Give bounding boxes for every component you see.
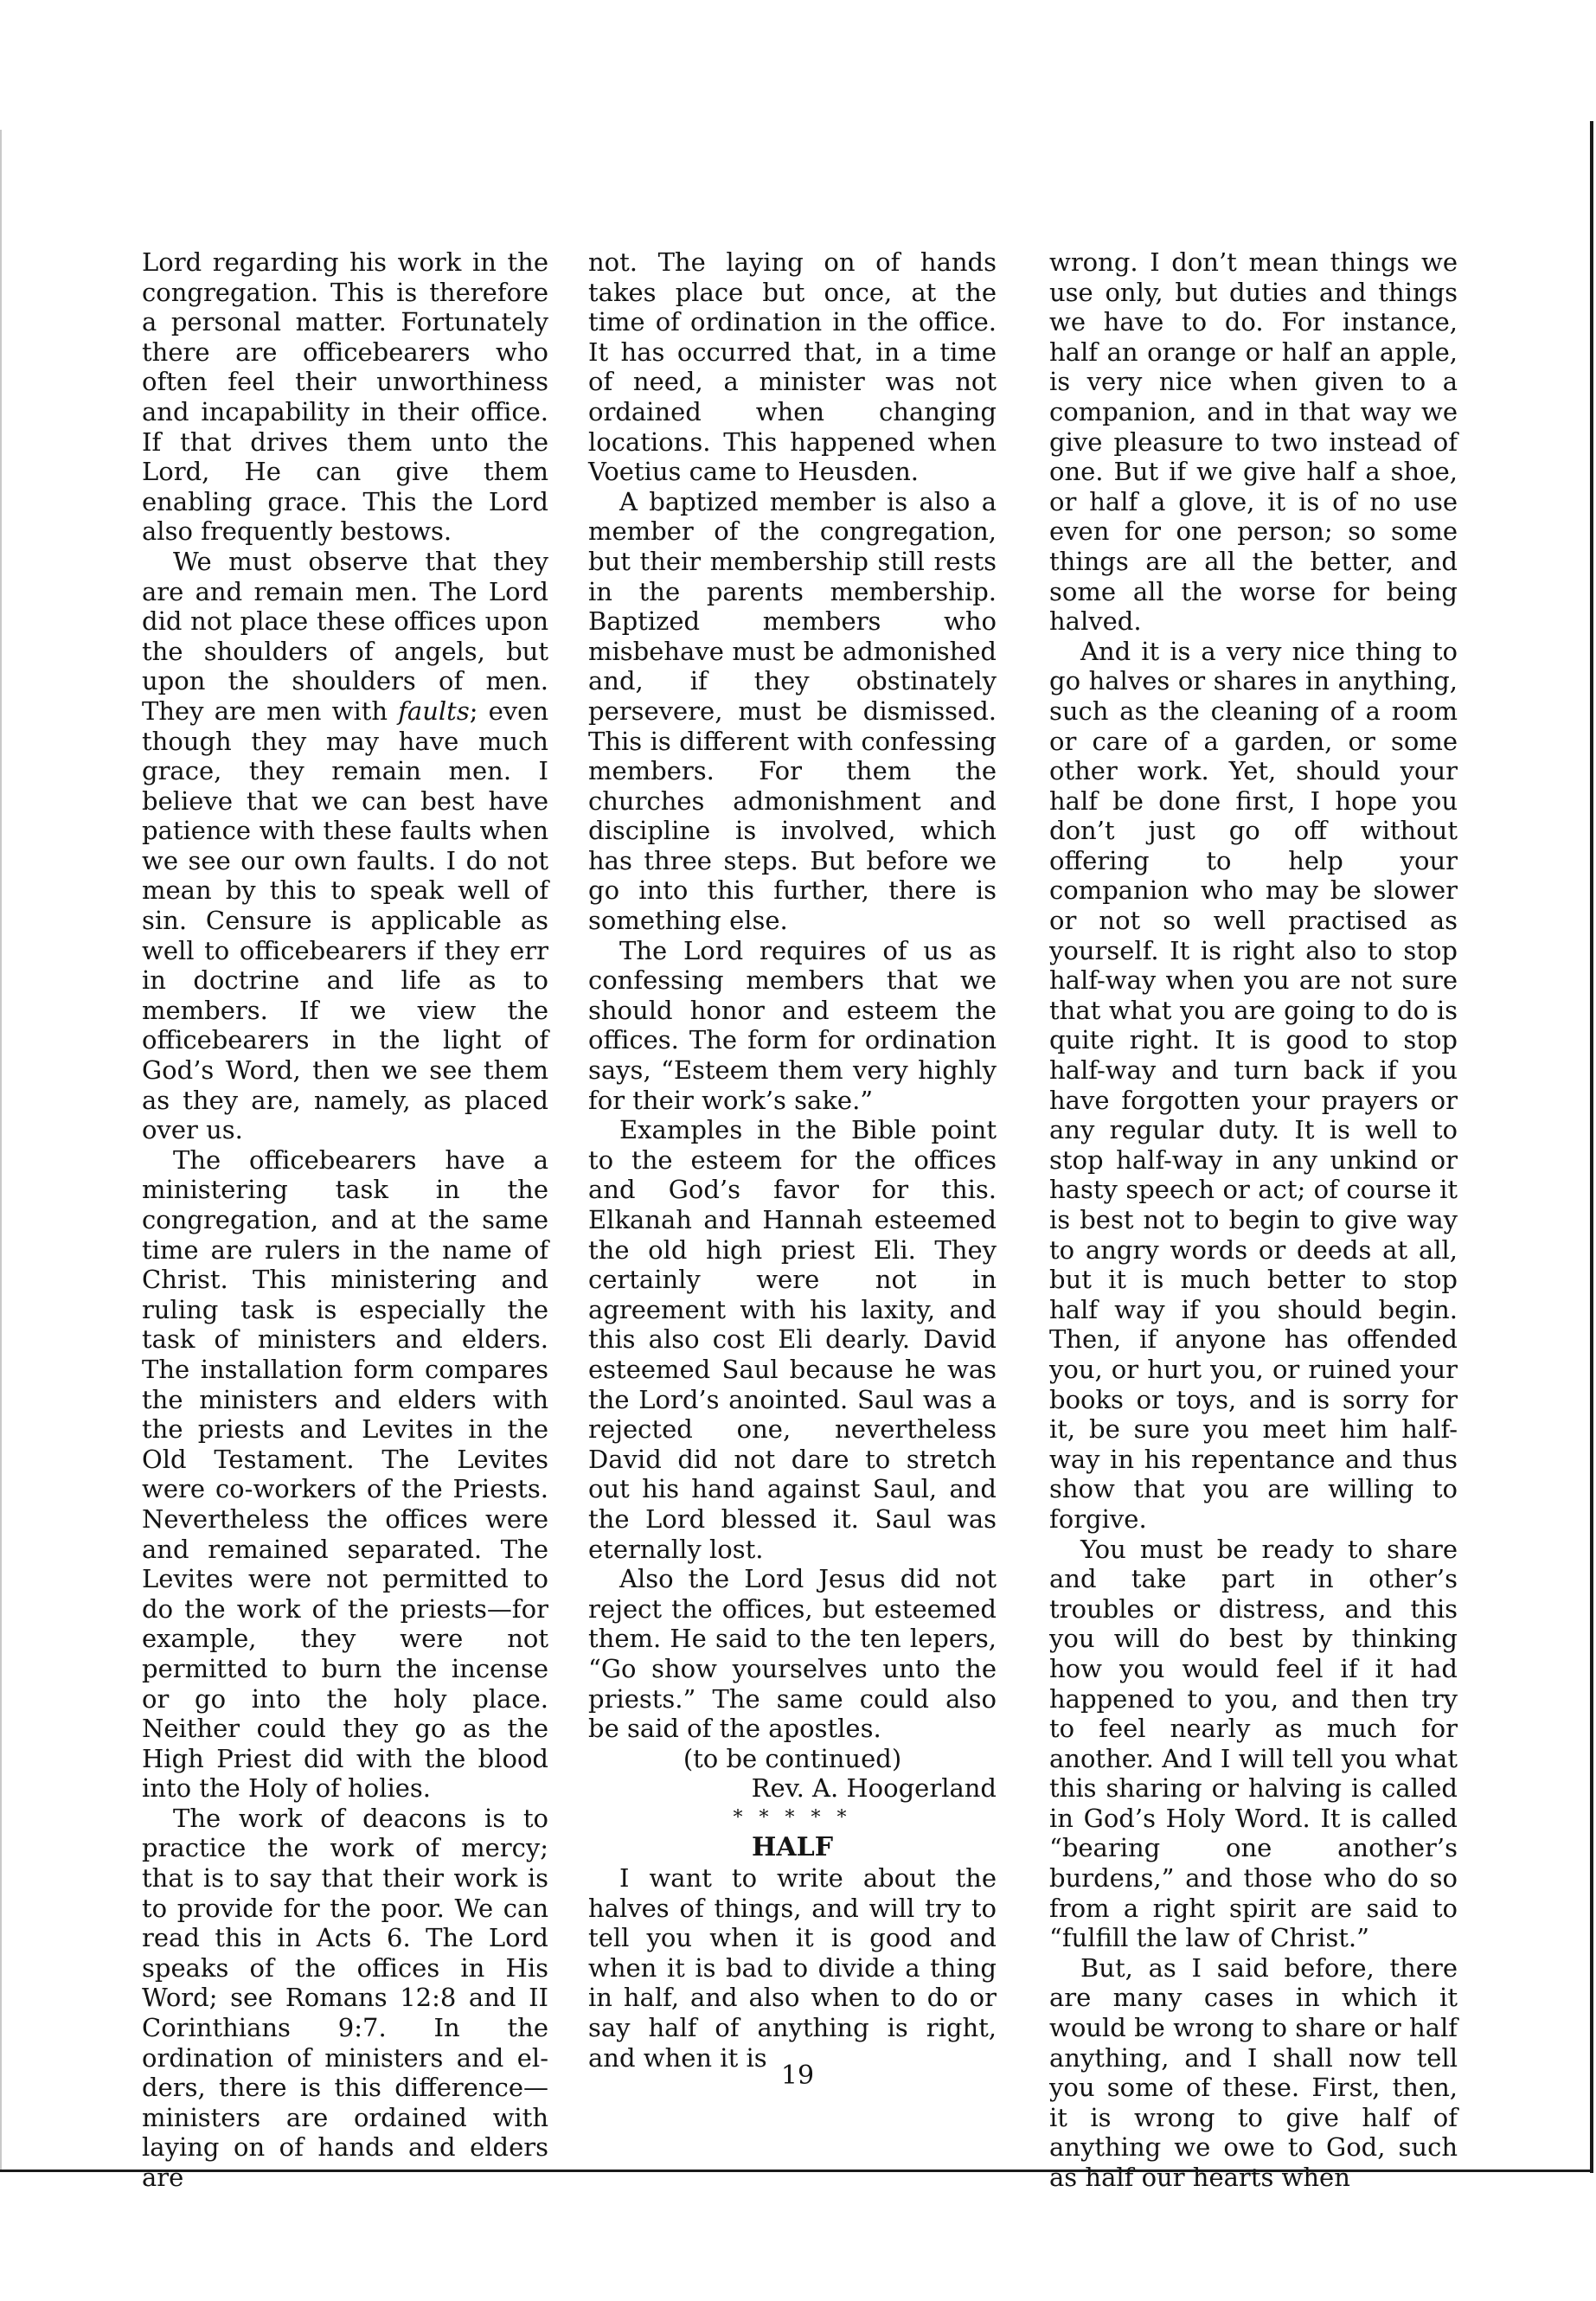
paragraph: I want to write about the halves of things, and will try to tell you when it is good and when it is bad to divide a thing in half, and also when to do or say half of anything is right, and when it is (588, 1863, 997, 2073)
continued-note: (to be continued) (683, 1743, 902, 1773)
paragraph: And it is a very nice thing to go halves or shares in anything, such as the cleaning of a room or care of a garden, or some other work. Yet, should your half be done first, I hope you don’t just go off without offering to help your companion who may be slower or not so well practised as yourself. It is right also to stop half-way when you are not sure that what you are going to do is quite right. It is good to stop half-way and turn back if you have forgotten your prayers or any regular duty. It is well to stop half-way in any unkind or hasty speech or act; of course it is best not to begin to give way to angry words or deeds at all, but it is much better to stop half way if you should begin. Then, if anyone has offended you, or hurt you, or ruined your books or toys, and is sorry for it, be sure you meet him half-way in his repentance and thus show that you are willing to forgive. (1049, 636, 1458, 1534)
paragraph: The work of deacons is to practice the work of mercy; that is to say that their work is to provide for the poor. We can read this in Acts 6. The Lord speaks of the offices in His Word; see Romans 12:8 and II Corinthians 9:7. In the ordination of ministers and elders, there is this difference— ministers are ordained with laying on of hands and elders are (142, 1803, 548, 2192)
paragraph: wrong. I don’t mean things we use only, but duties and things we have to do. For instance, half an orange or half an apple, is very nice when given to a companion, and in that way we give pleasure to two instead of one. But if we give half a shoe, or half a glove, it is of no use even for one person; so some things are all the better, and some all the worse for being halved. (1049, 247, 1458, 637)
paragraph: The officebearers have a ministering task in the congregation, and at the same time are rulers in the name of Christ. This ministering and ruling task is especially the task of ministers and elders. The installation form compares the ministers and elders with the priests and Levites in the Old Testament. The Levites were co-workers of the Priests. Nevertheless the offices were and remained separated. The Levites were not permitted to do the work of the priests—for example, they were not permitted to burn the incense or go into the holy place. Neither could they go as the High Priest did with the blood into the Holy of holies. (142, 1144, 548, 1804)
section-separator: * * * * * (733, 1806, 852, 1829)
paragraph-text: ; even though they may have much grace, they remain men. I believe that we can best have patience with these faults when we see our own faults. I do not mean by this to speak well of sin. Censure is applicable as well to officebearers if they err in doctrine and life as to members. If we view the officebearers in the light of God’s Word, then we see them as they are, namely, as placed over us. (142, 695, 548, 1145)
paragraph: The Lord requires of us as confessing members that we should honor and esteem the offices. The form for ordination says, “Esteem them very highly for their work’s sake.” (588, 935, 997, 1115)
paragraph: A baptized member is also a member of the congregation, but their membership still rests in the parents membership. Baptized members who misbehave must be admonished and, if they obstinately persevere, must be dismissed. This is different with confessing members. For them the churches admonishment and discipline is involved, which has three steps. But before we go into this further, there is something else. (588, 486, 997, 936)
paragraph: But, as I said before, there are many cases in which it would be wrong to share or half anything, and I shall now tell you some of these. First, then, it is wrong to give half of anything we owe to God, such as half our hearts when (1049, 1952, 1458, 2192)
page-edge-left (0, 130, 2, 2171)
paragraph: You must be ready to share and take part in other’s troubles or distress, and this you will do best by thinking how you would feel if it had happened to you, and then try to feel nearly as much for another. And I will tell you what this sharing or halving is called in God’s Holy Word. It is called “bearing one another’s burdens,” and those who do so from a right spirit are said to “fulfill the law of Christ.” (1049, 1534, 1458, 1953)
page-edge-right (1590, 121, 1593, 2173)
paragraph: Also the Lord Jesus did not reject the offices, but esteemed them. He said to the ten lepers, “Go show yourselves unto the priests.” The same could also be said of the apostles. (588, 1564, 997, 1744)
text-column-3 (1049, 247, 1458, 2193)
paragraph: Lord regarding his work in the congregation. This is therefore a personal matter. Fortunately there are officebearers who often feel their unworthiness and incapability in their office. If that drives them unto the Lord, He can give them enabling grace. This the Lord also frequently bestows. (142, 247, 548, 547)
paragraph (142, 547, 548, 1145)
text-column-1 (142, 247, 548, 2193)
page-number: 19 (780, 2061, 815, 2091)
article-heading: HALF (751, 1832, 833, 1863)
paragraph: Examples in the Bible point to the esteem for the offices and God’s favor for this. Elkanah and Hannah esteemed the old high priest Eli. They certainly were not in agreement with his laxity, and this also cost Eli dearly. David esteemed Saul because he was the Lord’s anointed. Saul was a rejected one, nevertheless David did not dare to stretch out his hand against Saul, and the Lord blessed it. Saul was eternally lost. (588, 1115, 997, 1564)
emphasis-text: faults (398, 695, 470, 726)
paragraph: not. The laying on of hands takes place but once, at the time of ordination in the office. It has occurred that, in a time of need, a minister was not ordained when changing locations. This happened when Voetius came to Heusden. (588, 247, 997, 487)
author-signature: Rev. A. Hoogerland (751, 1773, 997, 1804)
text-column-2 (588, 247, 997, 2073)
paragraph-text: We must observe that they are and remain men. The Lord did not place these offices upon the shoulders of angels, but upon the shoulders of men. They are men with (142, 546, 548, 726)
